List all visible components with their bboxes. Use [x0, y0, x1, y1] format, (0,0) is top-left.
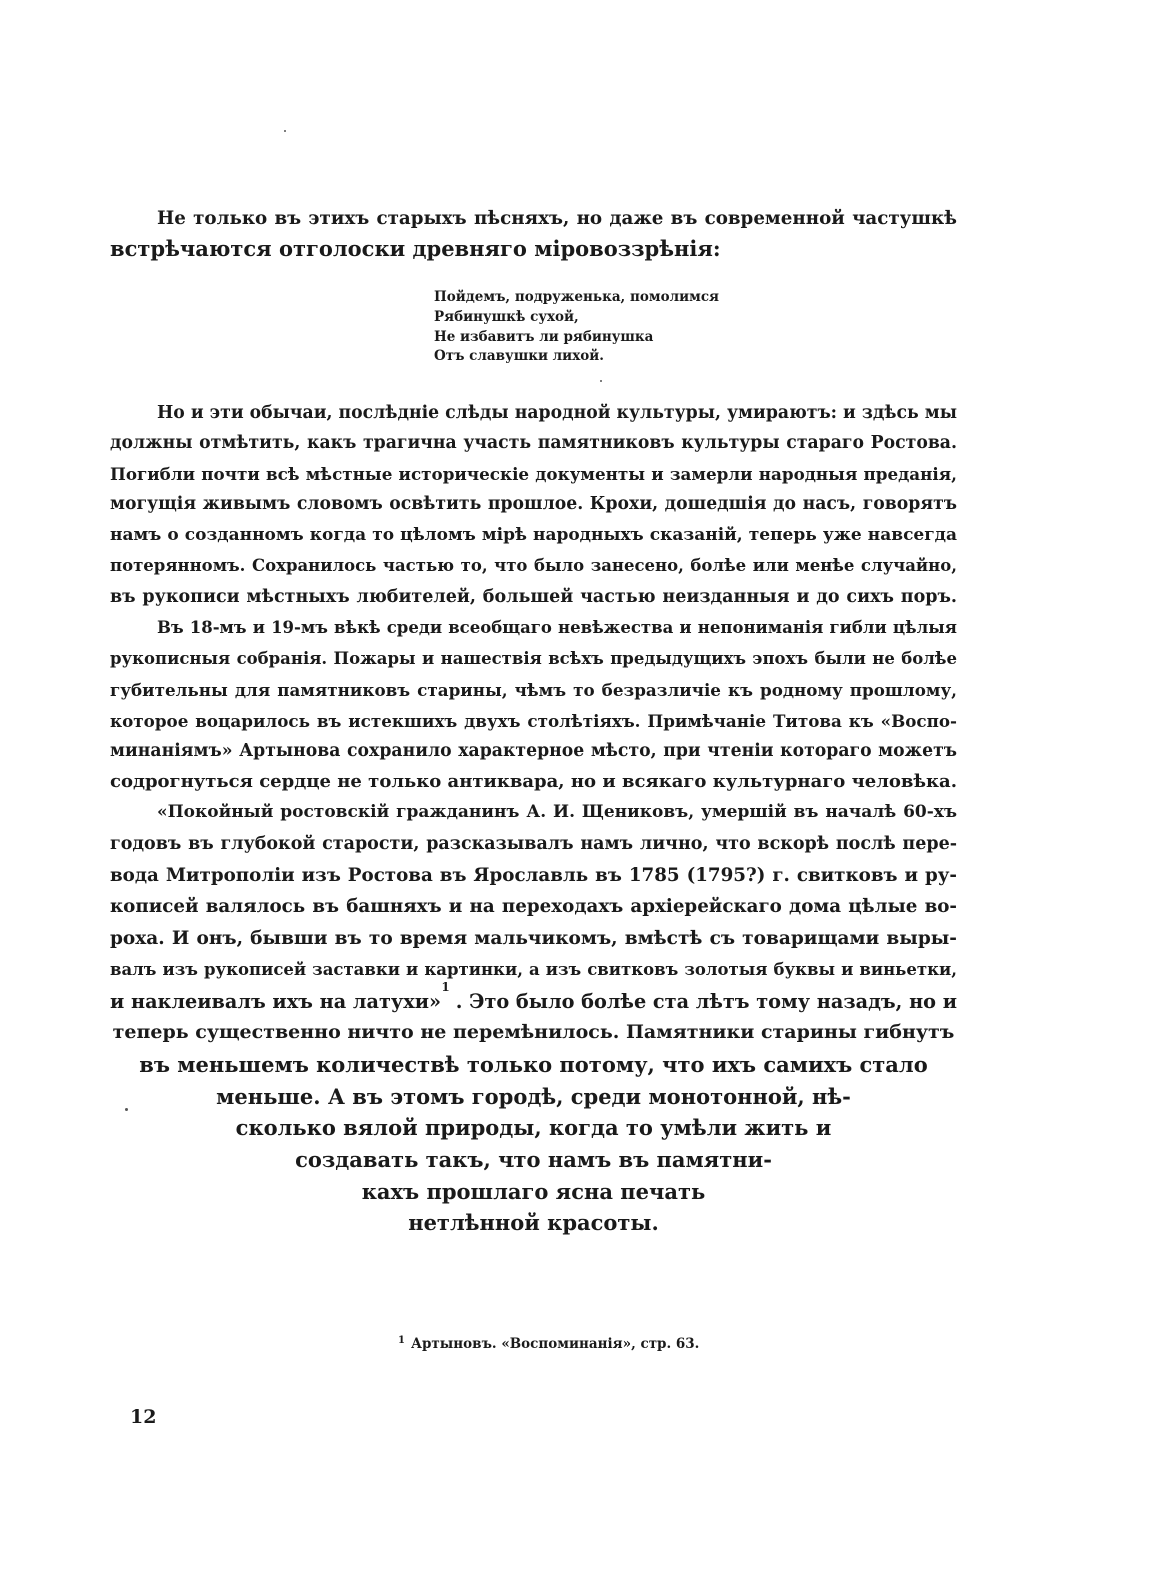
paragraph-line: роха. И онъ, бывши въ то время мальчикомъ, вмѣстѣ съ товарищами выры- [110, 928, 957, 949]
verse-line: Пойдемъ, подруженька, помолимся [434, 289, 720, 305]
taper-line: меньше. А въ этомъ городѣ, среди монотонной, нѣ- [216, 1084, 851, 1109]
print-speck [284, 130, 286, 132]
paragraph-line: губительны для памятниковъ старины, чѣмъ то безразличіе къ родному прошлому, [110, 680, 957, 700]
paragraph-line: Но и эти обычаи, послѣдніе слѣды народной культуры, умираютъ: и здѣсь мы [157, 403, 957, 423]
verse-line: Не избавитъ ли рябинушка [434, 329, 654, 345]
footnote-marker: 1 [398, 1335, 405, 1346]
paragraph-line: кописей валялось въ башняхъ и на переходахъ архіерейскаго дома цѣлые во- [110, 896, 957, 917]
paragraph-line: намъ о созданномъ когда то цѣломъ мірѣ народныхъ сказаній, теперь уже навсегда [110, 525, 957, 545]
paragraph-line: Погибли почти всѣ мѣстные историческіе документы и замерли народныя преданія, [110, 464, 957, 484]
verse-line: Рябинушкѣ сухой, [434, 309, 579, 325]
footnote-text: Артыновъ. «Воспоминанія», стр. 63. [410, 1336, 700, 1352]
taper-line: теперь существенно ничто не перемѣнилось. Памятники старины гибнутъ [112, 1021, 955, 1043]
taper-line: въ меньшемъ количествѣ только потому, что ихъ самихъ стало [139, 1052, 928, 1077]
taper-line: нетлѣнной красоты. [408, 1210, 659, 1235]
intro-line: Не только въ этихъ старыхъ пѣсняхъ, но даже въ современной частушкѣ [157, 208, 957, 229]
paragraph-line: должны отмѣтить, какъ трагична участь памятниковъ культуры стараго Ростова. [110, 433, 957, 453]
footnote-marker[interactable]: 1 [441, 980, 450, 994]
paragraph-line: въ рукописи мѣстныхъ любителей, большей частью неизданныя и до сихъ поръ. [110, 587, 957, 607]
intro-line: встрѣчаются отголоски древняго міровоззрѣнія: [110, 236, 721, 261]
footnote-ref[interactable] [441, 980, 957, 1017]
line-text: . Это было болѣе ста лѣтъ тому назадъ, но и [455, 990, 957, 1013]
print-speck [600, 380, 602, 382]
footnote [398, 1336, 699, 1352]
paragraph-line: Въ 18-мъ и 19-мъ вѣкѣ среди всеобщаго невѣжества и непониманія гибли цѣлыя [157, 618, 957, 637]
paragraph-line: «Покойный ростовскій гражданинъ А. И. Щениковъ, умершій въ началѣ 60-хъ [157, 802, 957, 822]
paragraph-line: валъ изъ рукописей заставки и картинки, а изъ свитковъ золотыя буквы и виньетки, [110, 960, 957, 979]
taper-line: сколько вялой природы, когда то умѣли жить и [235, 1115, 832, 1140]
line-text: и наклеивалъ ихъ на латухи» [110, 990, 442, 1013]
paragraph-line: вода Митрополіи изъ Ростова въ Ярославль въ 1785 (1795?) г. свитковъ и ру- [110, 865, 957, 886]
paragraph-line: минаніямъ» Артынова сохранило характерное мѣсто, при чтеніи котораго можетъ [110, 741, 957, 761]
taper-line: создавать такъ, что намъ въ памятни- [295, 1147, 772, 1172]
paragraph-line: потерянномъ. Сохранилось частью то, что было занесено, болѣе или менѣе случайно, [110, 556, 957, 575]
paragraph-line: которое воцарилось въ истекшихъ двухъ столѣтіяхъ. Примѣчаніе Титова къ «Воспо- [110, 711, 957, 731]
paragraph-line-with-footnote [110, 980, 957, 1017]
paragraph-line: годовъ въ глубокой старости, разсказывалъ намъ лично, что вскорѣ послѣ пере- [110, 834, 957, 854]
verse-line: Отъ славушки лихой. [434, 348, 604, 364]
paragraph-line: могущія живымъ словомъ освѣтить прошлое. Крохи, дошедшія до насъ, говорятъ [110, 494, 957, 514]
page-number: 12 [130, 1406, 157, 1428]
paragraph-line: рукописныя собранія. Пожары и нашествія всѣхъ предыдущихъ эпохъ были не болѣе [110, 649, 957, 668]
paragraph-line: содрогнуться сердце не только антиквара, но и всякаго культурнаго человѣка. [110, 771, 957, 792]
taper-line: кахъ прошлаго ясна печать [361, 1179, 706, 1204]
